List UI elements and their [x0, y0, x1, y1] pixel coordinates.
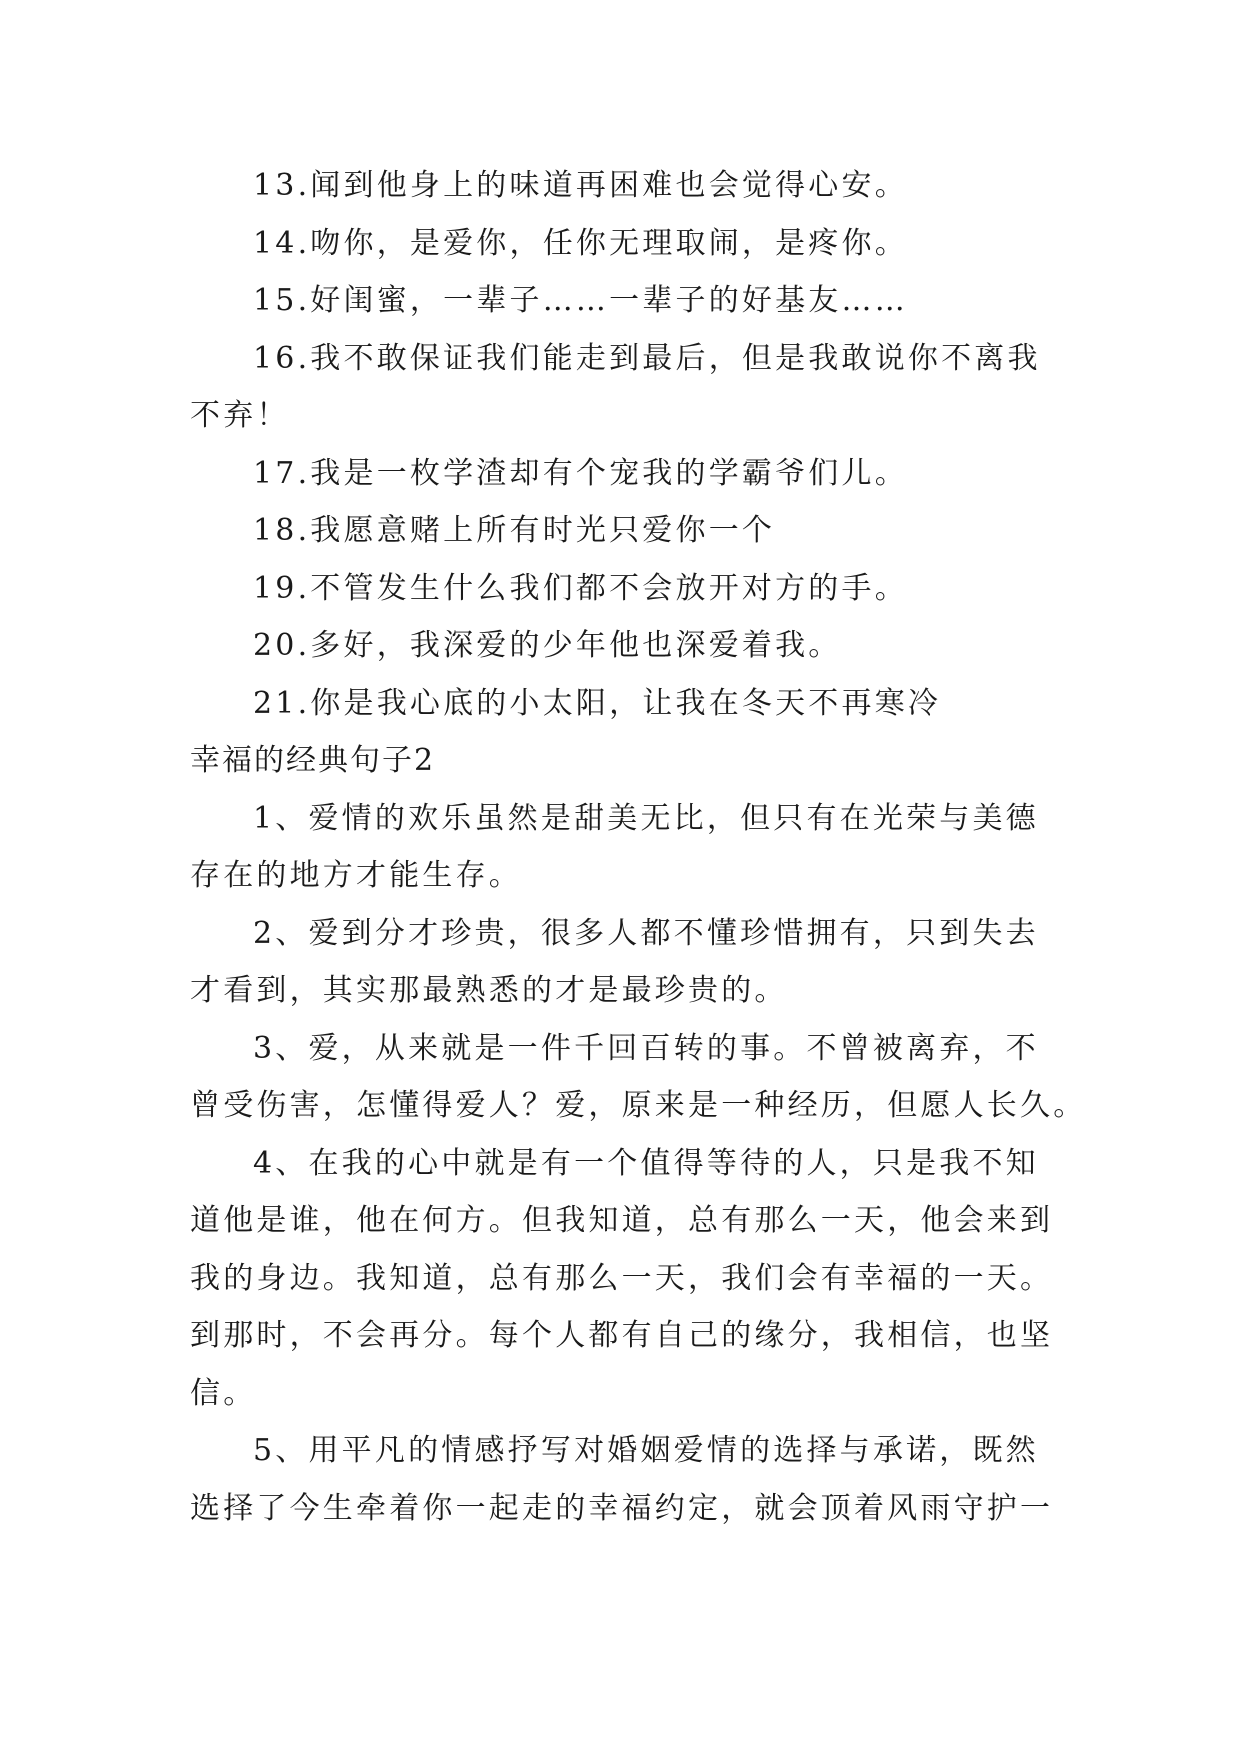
- text-line: 20.多好，我深爱的少年他也深爱着我。: [253, 628, 842, 663]
- section-heading: 幸福的经典句子2: [190, 743, 436, 778]
- text-line: 1、爱情的欢乐虽然是甜美无比，但只有在光荣与美德: [253, 800, 1039, 836]
- text-line: 信。: [190, 1375, 257, 1411]
- text-line: 2、爱到分才珍贵，很多人都不懂珍惜拥有，只到失去: [253, 915, 1039, 951]
- text-line: 17.我是一枚学渣却有个宠我的学霸爷们儿。: [253, 455, 908, 491]
- text-line: 4、在我的心中就是有一个值得等待的人，只是我不知: [253, 1145, 1039, 1181]
- document-body: [190, 157, 1087, 1537]
- text-line: 21.你是我心底的小太阳，让我在冬天不再寒冷: [253, 685, 942, 721]
- text-line: 15.好闺蜜，一辈子……一辈子的好基友……: [253, 283, 908, 318]
- text-line: 19.不管发生什么我们都不会放开对方的手。: [253, 570, 908, 606]
- text-line: 13.闻到他身上的味道再困难也会觉得心安。: [253, 168, 908, 203]
- text-line: 才看到，其实那最熟悉的才是最珍贵的。: [190, 973, 788, 1008]
- text-line: 道他是谁，他在何方。但我知道，总有那么一天，他会来到: [190, 1203, 1054, 1238]
- text-line: 5、用平凡的情感抒写对婚姻爱情的选择与承诺，既然: [253, 1433, 1039, 1468]
- text-line: 14.吻你，是爱你，任你无理取闹，是疼你。: [253, 225, 908, 261]
- text-line: 不弃！: [190, 398, 290, 433]
- text-line: 我的身边。我知道，总有那么一天，我们会有幸福的一天。: [190, 1260, 1054, 1296]
- text-line: 存在的地方才能生存。: [190, 858, 522, 893]
- text-line: 16.我不敢保证我们能走到最后，但是我敢说你不离我: [253, 340, 1041, 376]
- text-line: 曾受伤害，怎懂得爱人？爱，原来是一种经历，但愿人长久。: [190, 1088, 1087, 1123]
- text-line: 3、爱，从来就是一件千回百转的事。不曾被离弃，不: [253, 1030, 1039, 1066]
- text-line: 到那时，不会再分。每个人都有自己的缘分，我相信，也坚: [190, 1318, 1054, 1353]
- text-line: 选择了今生牵着你一起走的幸福约定，就会顶着风雨守护一: [190, 1490, 1054, 1526]
- text-line: 18.我愿意赌上所有时光只爱你一个: [253, 513, 776, 548]
